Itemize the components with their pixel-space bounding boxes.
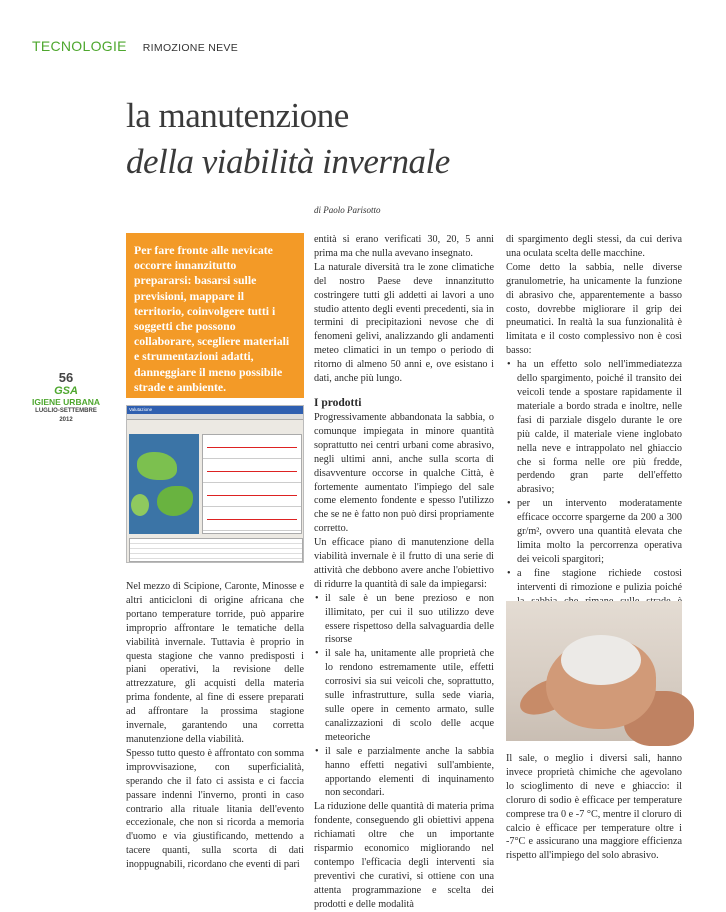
subsection-label: RIMOZIONE NEVE	[142, 42, 239, 54]
intro-box: Per fare fronte alle nevicate occorre innanzitutto prepararsi: basarsi sulle previsioni, mappare il territorio, coinvolgere tutti i soggetti che possono collaborare, scegliere materiali e strumentazioni adatti, danneggiare il meno possibile strade e ambiente.	[126, 233, 304, 398]
article-title-italic: della viabilità invernale	[126, 142, 450, 181]
salt-hand-photo	[506, 601, 682, 741]
column-1	[126, 580, 304, 872]
screenshot-titlebar: Valutazione	[127, 406, 303, 414]
column-3-bottom	[506, 752, 682, 863]
list-item: • a fine stagione richiede costosi interventi di rimozione e pulizia poiché	[506, 567, 682, 650]
bullet-list	[314, 592, 494, 801]
article-title: la manutenzione	[126, 96, 349, 135]
weather-map	[129, 434, 199, 534]
section-label: TECNOLOGIE	[32, 38, 127, 54]
paragraph: Un efficace piano di manutenzione della viabilità invernale è il frutto di una serie di attività che debbono avere anche l'obiettivo di ridurre la quantità di sale da impiegarsi:	[314, 537, 494, 590]
screenshot-tabs	[127, 414, 303, 420]
byline: di Paolo Parisotto	[314, 205, 381, 215]
paragraph: Il sale, o meglio i diversi sali, hanno invece proprietà chimiche che agevolano lo scioglimento di neve e ghiaccio: il cloruro di sodio è efficace per temperature comprese tra 0 e -7 °C, mentre il cloruro di calcio è efficace per temperature oltre i -7°C e assicurano una maggiore efficienza rispetto all'impiego del solo abrasivo.	[506, 753, 682, 862]
paragraph: Spesso tutto questo è affrontato con somma improvvisazione, con superficialità, sperando che il fato ci assista e ci faccia passare indenni l'inverno, pronti in caso contrario alla rituale litania dell'evento eccezionale, che non si ricorda a memoria d'uomo e via giustificando, mettendo a tacere quanti, sulla scorta di dati inoppugnabili, ricordano che eventi di pari	[126, 747, 304, 871]
paragraph: Come detto la sabbia, nelle diverse granulometrie, ha unicamente la funzione di abrasivo che, apparentemente a basso costo, dovrebbe migliorare il grip dei pneumatici. In realtà la sua funzionalità è limitata e il costo complessivo non è così basso:	[506, 261, 682, 357]
list-item: • per un intervento moderatamente efficace occorre spargerne da 200 a 300 gr/m², ovvero una quantità elevata che limita molto la percorrenza operativa dei veicoli spargitori;	[506, 497, 682, 567]
issue-date: LUGLIO-SETTEMBRE 2012	[35, 408, 97, 423]
column-2	[314, 233, 494, 912]
paragraph: La riduzione delle quantità di materia prima fondente, conseguendo gli obiettivi appena richiamati oltre che un importante risparmio economico migliorando nel contempo l'efficacia degli interventi sia preventivi che curativi, si ottiene con una attenta programmazione e scelta dei prodotti e delle modalità	[314, 801, 494, 910]
paragraph: Progressivamente abbandonata la sabbia, o comunque impiegata in minore quantità soprattutto nei centri urbani come abrasivo, negli ultimi anni, anche sulla scorta di disavventure occorse in qualche Città, è fortemente aumentato l'impiego del sale come elemento fondente e spesso l'utilizzo che se ne è fatto non può dirsi propriamente corretto.	[314, 411, 494, 535]
section-heading: I prodotti	[314, 396, 362, 409]
paragraph: entità si erano verificati 30, 20, 5 anni prima ma che nulla avevano insegnato.	[314, 234, 494, 259]
list-item: • ha un effetto solo nell'immediatezza dello spargimento, poiché il transito dei veicoli tende a spostare rapidamente il materiale a bordo strada e inoltre, nelle fasi di parziale disgelo durante le ore più calde, il materiale viene inglobato nella neve e intrappolato nel ghiaccio che si forma nelle ore più fredde, perdendo gran parte dell'effetto abrasivo;	[506, 358, 682, 497]
page-header	[32, 38, 238, 54]
magazine-name: IGIENE URBANA	[32, 397, 101, 407]
page-number: 56	[58, 370, 74, 385]
page-sidebar	[32, 371, 100, 425]
list-item: • il sale è un bene prezioso e non illimitato, per cui il suo utilizzo deve essere rispettoso della salvaguardia delle risorse	[314, 592, 494, 648]
temperature-graphs	[202, 434, 302, 534]
screenshot-table	[129, 538, 303, 562]
paragraph: di spargimento degli stessi, da cui deriva una oculata scelta delle macchine.	[506, 234, 682, 259]
list-item: • il sale ha, unitamente alle proprietà che lo rendono estremamente utile, effetti corrosivi sia sui veicoli che, soprattutto, sulle infrastrutture, sulla sede viaria, sulle opere in cemento armato, sulle canalizzazioni di scolo delle acque meteoriche	[314, 647, 494, 744]
magazine-logo: GSA	[54, 385, 78, 397]
software-screenshot-image	[126, 405, 304, 563]
paragraph: Nel mezzo di Scipione, Caronte, Minosse e altri anticicloni di origine africana che portano temperature torride, può apparire improprio affrontare le tematiche della viabilità invernale. Tuttavia è proprio in questa stagione che vanno predisposti i piani operativi, la revisione delle attrezzature, gli acquisti della materia prima fondente, al fine di essere preparati ad affrontare la prossima stagione invernale, garantendo una corretta manutenzione della viabilità.	[126, 581, 304, 745]
list-item: • il sale e parzialmente anche la sabbia hanno effetti negativi sull'ambiente, apportando elementi di inquinamento non secondari.	[314, 745, 494, 801]
column-3	[506, 233, 682, 650]
paragraph: La naturale diversità tra le zone climatiche del nostro Paese deve innanzitutto costringere tutti gli addetti ai lavori a uno studio attento degli eventi precedenti, sia in termini di precipitazioni nevose che di fenomeni gelivi, analizzando gli andamenti meteo climatici in un tempo o periodo di ritorno di almeno 50 anni e, ove esistano i dati, anche più lungo.	[314, 261, 494, 385]
